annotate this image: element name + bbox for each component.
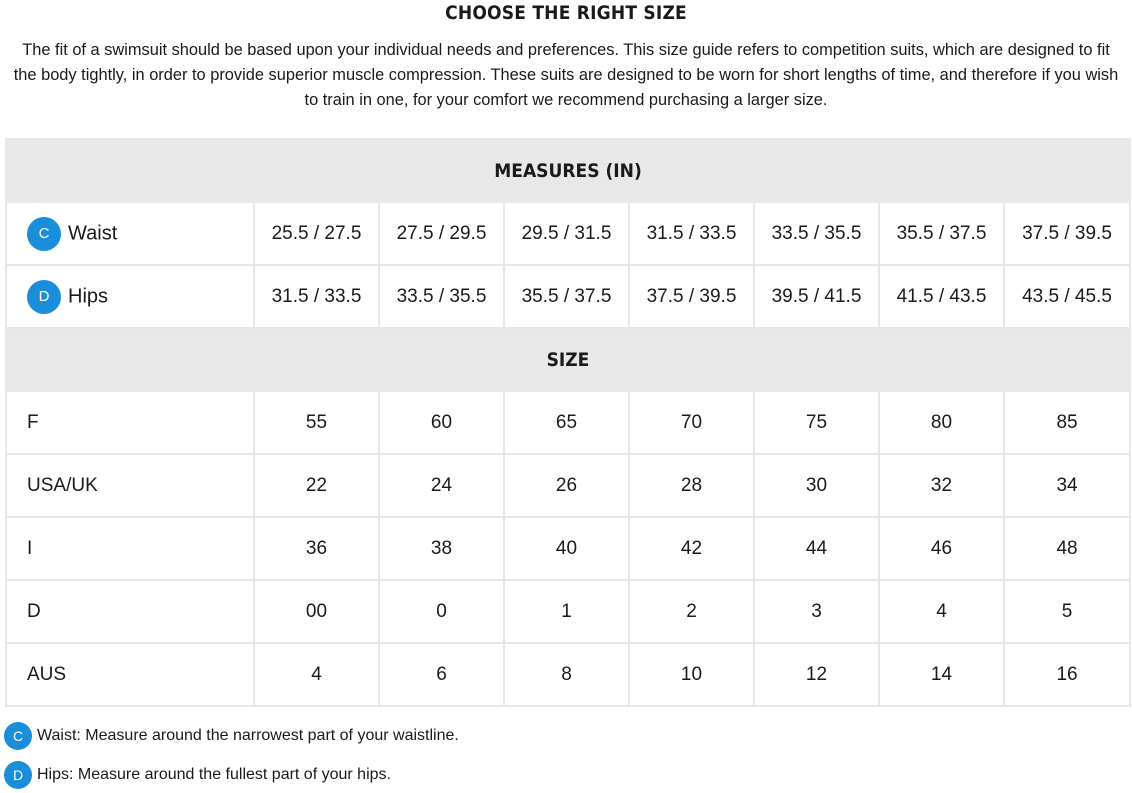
size-cell: 48 xyxy=(1004,517,1130,580)
size-cell: 12 xyxy=(754,643,879,706)
measure-label-cell xyxy=(6,202,254,265)
measure-cell: 31.5 / 33.5 xyxy=(629,202,754,265)
size-cell: 36 xyxy=(254,517,379,580)
size-row-usa-uk xyxy=(6,454,1130,517)
size-cell: 2 xyxy=(629,580,754,643)
measure-cell: 37.5 / 39.5 xyxy=(629,265,754,328)
size-row-i xyxy=(6,517,1130,580)
size-cell: 28 xyxy=(629,454,754,517)
size-header-row xyxy=(6,328,1130,391)
size-cell: 38 xyxy=(379,517,504,580)
size-cell: 42 xyxy=(629,517,754,580)
measure-cell: 43.5 / 45.5 xyxy=(1004,265,1130,328)
measure-row-waist xyxy=(6,202,1130,265)
size-cell: 3 xyxy=(754,580,879,643)
page-title: CHOOSE THE RIGHT SIZE xyxy=(445,2,687,24)
hips-badge-icon: D xyxy=(4,761,32,789)
size-cell: 24 xyxy=(379,454,504,517)
size-cell: 55 xyxy=(254,391,379,454)
size-cell: 70 xyxy=(629,391,754,454)
measure-label: Waist xyxy=(68,222,118,244)
size-cell: 44 xyxy=(754,517,879,580)
size-cell: 8 xyxy=(504,643,629,706)
size-cell: 32 xyxy=(879,454,1004,517)
size-cell: 14 xyxy=(879,643,1004,706)
measure-label: Hips xyxy=(68,285,109,307)
size-cell: 6 xyxy=(379,643,504,706)
size-cell: 40 xyxy=(504,517,629,580)
size-label: USA/UK xyxy=(6,454,254,517)
size-cell: 80 xyxy=(879,391,1004,454)
size-cell: 26 xyxy=(504,454,629,517)
size-cell: 1 xyxy=(504,580,629,643)
size-header: SIZE xyxy=(6,328,1130,391)
size-cell: 4 xyxy=(879,580,1004,643)
measure-cell: 31.5 / 33.5 xyxy=(254,265,379,328)
size-row-d xyxy=(6,580,1130,643)
size-cell: 5 xyxy=(1004,580,1130,643)
measure-label-cell xyxy=(6,265,254,328)
measure-cell: 35.5 / 37.5 xyxy=(504,265,629,328)
size-label: D xyxy=(6,580,254,643)
intro-paragraph: The fit of a swimsuit should be based upon your individual needs and preferences. This size guide refers to competition suits, which are designed to fit the body tightly, in order to provide superior muscle compression. These suits are designed to be worn for short lengths of time, and therefore if you wish to train in one, for your comfort we recommend purchasing a larger size. xyxy=(13,41,1119,109)
size-label: AUS xyxy=(6,643,254,706)
measure-cell: 35.5 / 37.5 xyxy=(879,202,1004,265)
measure-cell: 29.5 / 31.5 xyxy=(504,202,629,265)
size-cell: 16 xyxy=(1004,643,1130,706)
size-cell: 65 xyxy=(504,391,629,454)
size-cell: 46 xyxy=(879,517,1004,580)
size-label: F xyxy=(6,391,254,454)
size-cell: 0 xyxy=(379,580,504,643)
size-row-f xyxy=(6,391,1130,454)
size-cell: 4 xyxy=(254,643,379,706)
measure-cell: 25.5 / 27.5 xyxy=(254,202,379,265)
measure-row-hips xyxy=(6,265,1130,328)
footnote-hips xyxy=(4,760,391,790)
waist-badge-icon: C xyxy=(4,722,32,750)
size-label: I xyxy=(6,517,254,580)
size-cell: 75 xyxy=(754,391,879,454)
waist-badge-icon: C xyxy=(27,217,61,251)
measure-cell: 33.5 / 35.5 xyxy=(379,265,504,328)
measure-cell: 39.5 / 41.5 xyxy=(754,265,879,328)
size-cell: 22 xyxy=(254,454,379,517)
size-cell: 60 xyxy=(379,391,504,454)
size-row-aus xyxy=(6,643,1130,706)
footnote-text: Waist: Measure around the narrowest part of your waistline. xyxy=(37,727,459,744)
size-cell: 00 xyxy=(254,580,379,643)
measures-header-row xyxy=(6,139,1130,202)
measure-cell: 37.5 / 39.5 xyxy=(1004,202,1130,265)
measures-header: MEASURES (IN) xyxy=(6,139,1130,202)
footnote-text: Hips: Measure around the fullest part of your hips. xyxy=(37,766,391,783)
size-cell: 10 xyxy=(629,643,754,706)
measure-cell: 41.5 / 43.5 xyxy=(879,265,1004,328)
measure-cell: 33.5 / 35.5 xyxy=(754,202,879,265)
measure-cell: 27.5 / 29.5 xyxy=(379,202,504,265)
footnote-waist xyxy=(4,721,459,751)
size-cell: 34 xyxy=(1004,454,1130,517)
size-table xyxy=(5,138,1131,707)
size-cell: 30 xyxy=(754,454,879,517)
size-cell: 85 xyxy=(1004,391,1130,454)
hips-badge-icon: D xyxy=(27,280,61,314)
